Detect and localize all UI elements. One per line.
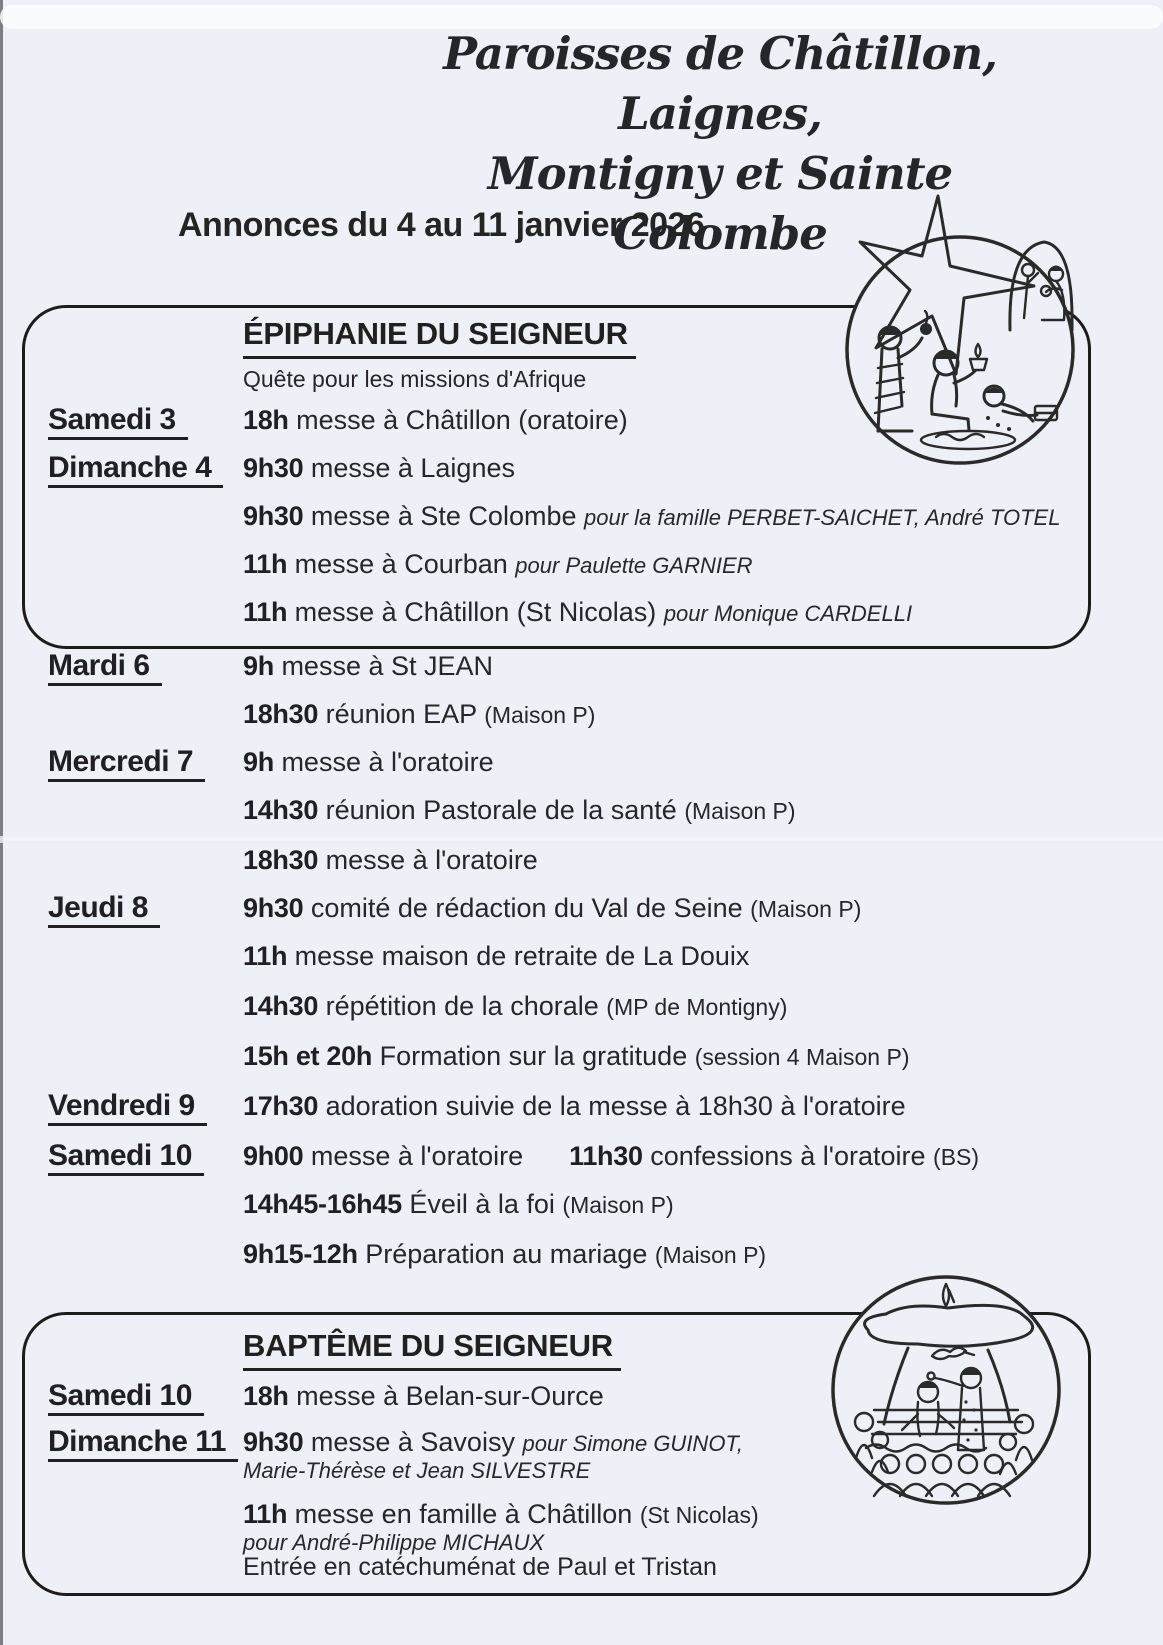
event-time: 9h	[243, 651, 274, 681]
epiphany-magi-star-illustration	[818, 178, 1090, 474]
event-time: 9h00	[243, 1141, 304, 1171]
event-date: Samedi 10	[48, 1379, 204, 1416]
event-row	[48, 938, 749, 974]
scan-artifact-left-edge	[0, 0, 3, 1645]
event-time: 11h	[243, 549, 288, 579]
event-row	[48, 792, 796, 829]
event-text: messe à l'oratoire	[281, 747, 494, 777]
event-row	[48, 1186, 674, 1223]
event-location: (Maison P)	[484, 702, 596, 728]
event-location-2: (BS)	[933, 1144, 980, 1170]
event-date: Jeudi 8	[48, 891, 160, 928]
event-date: Mardi 6	[48, 649, 162, 686]
event-text: réunion Pastorale de la santé	[325, 795, 677, 825]
event-text: messe à Courban	[294, 549, 508, 579]
event-extra-note: Entrée en catéchuménat de Paul et Tristan	[243, 1553, 717, 1581]
event-date: Vendredi 9	[48, 1089, 207, 1126]
event-date: Samedi 3	[48, 403, 188, 440]
epiphany-section-subtitle: Quête pour les missions d'Afrique	[243, 366, 587, 392]
event-text: messe à Belan-sur-Ource	[296, 1381, 604, 1411]
event-location: (Maison P)	[684, 798, 796, 824]
event-row	[48, 744, 494, 785]
event-text: messe à St JEAN	[281, 651, 494, 681]
event-date: Dimanche 11	[48, 1425, 238, 1462]
bapteme-baptism-illustration	[808, 1252, 1084, 1528]
event-intention-continuation: Marie-Thérèse et Jean SILVESTRE	[243, 1458, 591, 1483]
event-date: Mercredi 7	[48, 745, 205, 782]
event-text: adoration suivie de la messe à 18h30 à l'oratoire	[325, 1091, 906, 1121]
event-text: messe à l'oratoire	[310, 1141, 524, 1171]
announcement-heading: Annonces du 4 au 11 janvier 2026	[178, 206, 705, 244]
event-location: (MP de Montigny)	[606, 994, 788, 1020]
event-text: réunion EAP	[325, 699, 477, 729]
event-row	[48, 1236, 766, 1273]
event-intention: pour Paulette GARNIER	[515, 553, 753, 578]
event-row	[48, 546, 753, 584]
event-text: messe à l'oratoire	[325, 845, 538, 875]
event-intention: pour Monique CARDELLI	[663, 601, 913, 626]
event-location: (Maison P)	[750, 896, 862, 922]
event-text: messe à Ste Colombe	[310, 501, 577, 531]
event-time-2: 11h30	[569, 1141, 643, 1171]
event-time: 9h15-12h	[243, 1239, 358, 1269]
event-row	[48, 648, 493, 689]
bapteme-section-title: BAPTÊME DU SEIGNEUR	[243, 1328, 621, 1371]
event-location: (St Nicolas)	[639, 1502, 759, 1528]
event-time: 18h30	[243, 845, 319, 875]
event-row	[48, 450, 515, 491]
event-text: messe à Châtillon (oratoire)	[296, 405, 628, 435]
event-time: 9h30	[243, 1427, 304, 1457]
event-text: messe à Châtillon (St Nicolas)	[294, 597, 657, 627]
epiphany-section-title: ÉPIPHANIE DU SEIGNEUR	[243, 316, 636, 359]
event-text: messe en famille à Châtillon	[294, 1499, 633, 1529]
event-row	[48, 1038, 909, 1075]
event-date: Samedi 10	[48, 1139, 204, 1176]
event-time: 15h et 20h	[243, 1041, 373, 1071]
event-text: Préparation au mariage	[365, 1239, 648, 1269]
event-time: 11h	[243, 597, 288, 627]
page-title-line1: Paroisses de Châtillon, Laignes,	[443, 27, 997, 140]
event-text: messe à Laignes	[310, 453, 515, 483]
event-time: 11h	[243, 1499, 288, 1529]
event-time: 18h30	[243, 699, 319, 729]
event-text: Formation sur la gratitude	[379, 1041, 688, 1071]
event-time: 14h30	[243, 795, 319, 825]
event-intention-continuation: pour André-Philippe MICHAUX	[243, 1530, 545, 1555]
event-location: (Maison P)	[654, 1242, 767, 1268]
event-row	[48, 594, 912, 632]
event-row	[48, 842, 538, 878]
event-time: 14h45-16h45	[243, 1189, 402, 1219]
event-text: messe à Savoisy	[310, 1427, 515, 1457]
event-intention: pour la famille PERBET-SAICHET, André TOTEL	[584, 505, 1061, 530]
event-location: (Maison P)	[562, 1192, 674, 1218]
event-row	[48, 988, 787, 1025]
event-row	[48, 1088, 906, 1129]
event-row	[48, 498, 1060, 536]
event-row	[48, 1138, 979, 1179]
event-time: 11h	[243, 941, 288, 971]
event-time: 9h30	[243, 453, 304, 483]
event-text: Éveil à la foi	[409, 1189, 555, 1219]
event-row	[48, 696, 595, 733]
event-text: messe maison de retraite de La Douix	[294, 941, 750, 971]
event-time: 9h30	[243, 501, 304, 531]
event-row	[48, 890, 861, 931]
event-text: répétition de la chorale	[325, 991, 599, 1021]
event-row	[48, 402, 628, 443]
event-intention: pour Simone GUINOT,	[522, 1431, 743, 1456]
event-location: (session 4 Maison P)	[694, 1044, 910, 1070]
event-date: Dimanche 4	[48, 451, 223, 488]
event-text-2: confessions à l'oratoire	[650, 1141, 926, 1171]
event-time: 18h	[243, 1381, 289, 1411]
event-time: 18h	[243, 405, 289, 435]
event-time: 9h	[243, 747, 274, 777]
event-time: 9h30	[243, 893, 304, 923]
event-time: 17h30	[243, 1091, 319, 1121]
page-title-line2: Montigny et Sainte Colombe	[487, 147, 953, 260]
event-row	[48, 1378, 604, 1419]
event-time: 14h30	[243, 991, 319, 1021]
event-text: comité de rédaction du Val de Seine	[310, 893, 743, 923]
